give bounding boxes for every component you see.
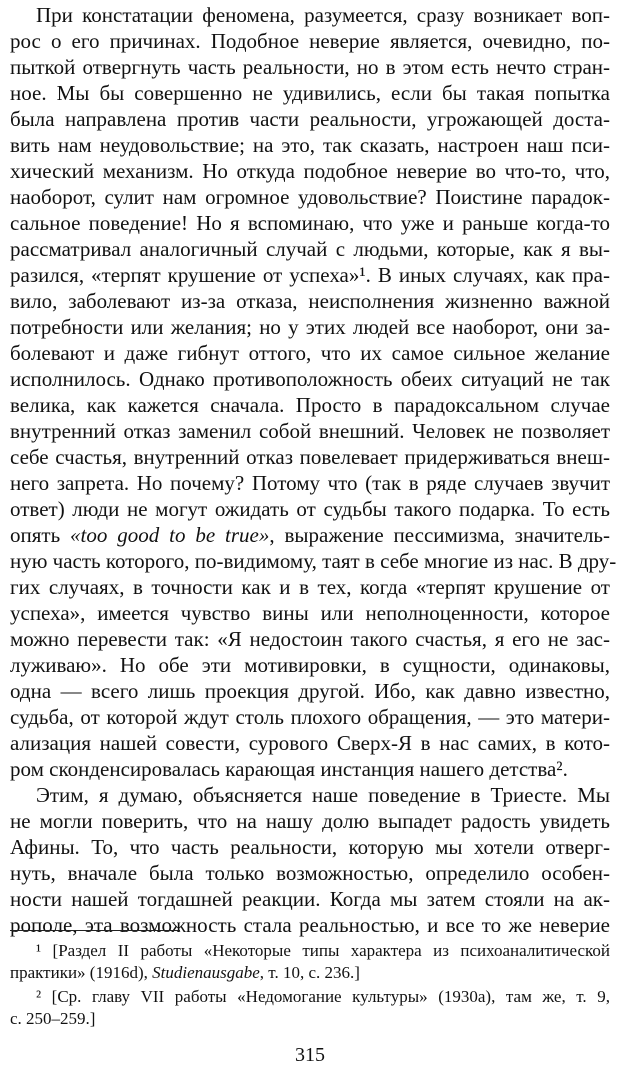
body-text-line: При констатации феномена, разумеется, сразу возникает воп- [36, 3, 610, 27]
body-text-line: себе счастья, внутренний отказ повелевает придерживаться внеш- [10, 445, 610, 469]
body-text-line: Афины. То, что часть реальности, которую мы хотели отверг- [10, 835, 610, 859]
body-text-line: одна — всего лишь проекция другой. Ибо, как давно известно, [10, 679, 610, 703]
body-text-line: рос о его причинах. Подобное неверие является, очевидно, по- [10, 29, 610, 53]
body-text-line: ное. Мы бы совершенно не удивились, если бы такая попытка [10, 81, 610, 105]
body-text-line: можно перевести так: «Я недостоин такого счастья, я его не зас- [10, 627, 610, 651]
body-text-line: гих случаях, в точности как и в тех, когда «терпят крушение от [10, 575, 610, 599]
footnote-line: практики» (1916d), Studienausgabe, т. 10, с. 236.] [10, 963, 360, 982]
body-text-line: опять «too good to be true», выражение пессимизма, значитель- [10, 523, 610, 547]
body-text-line: сальное поведение! Но я вспоминаю, что уже и раньше когда-то [10, 211, 610, 235]
italic-phrase: Studienausgabe [152, 963, 260, 982]
body-text-line: потребности или желания; но у этих людей все наоборот, они за- [10, 315, 610, 339]
italic-phrase: «too good to be true» [70, 523, 270, 547]
body-text-line: него запрета. Но почему? Потому что (так в ряде случаев звучит [10, 471, 610, 495]
body-text-line: вило, заболевают из-за отказа, неисполнения жизненно важной [10, 289, 610, 313]
body-text-line: ности нашей тогдашней реакции. Когда мы затем стояли на ак- [10, 887, 610, 911]
body-text-line: пыткой отвергнуть часть реальности, но в этом есть нечто стран- [10, 55, 610, 79]
page-number: 315 [295, 1044, 325, 1066]
footnote-separator [10, 930, 180, 931]
body-text-line: разился, «терпят крушение от успеха»¹. В иных случаях, как пра- [10, 263, 610, 287]
body-text-line: рополе, эта возможность стала реальностью, и все то же неверие [10, 913, 610, 937]
body-text-line: ром сконденсировалась карающая инстанция нашего детства². [10, 757, 568, 781]
body-text-line: не могли поверить, что на нашу долю выпадет радость увидеть [10, 809, 610, 833]
body-text-line: ализация нашей совести, сурового Сверх-Я в нас самих, в кото- [10, 731, 610, 755]
body-text-line: рассматривал аналогичный случай с людьми, которые, как я вы- [10, 237, 610, 261]
body-text-line: была направлена против части реальности, угрожающей доста- [10, 107, 610, 131]
body-text-line: наоборот, сулит нам огромное удовольствие? Поистине парадок- [10, 185, 610, 209]
body-text-line: судьба, от которой ждут столь плохого обращения, — это матери- [10, 705, 610, 729]
body-text-line: болевают и даже гибнут оттого, что их самое сильное желание [10, 341, 610, 365]
body-text-line: ную часть которого, по-видимому, таят в себе многие из нас. В дру- [10, 549, 617, 573]
footnote-line: ¹ [Раздел II работы «Некоторые типы характера из психоаналитической [36, 941, 610, 960]
body-text-line: Этим, я думаю, объясняется наше поведение в Триесте. Мы [36, 783, 610, 807]
body-text-line: велика, как кажется сначала. Просто в парадоксальном случае [10, 393, 610, 417]
body-text-line: луживаю». Но обе эти мотивировки, в сущности, одинаковы, [10, 653, 610, 677]
body-text-line: ответ) люди не могут ожидать от судьбы такого подарка. То есть [10, 497, 610, 521]
body-text-line: нуть, вначале была только возможностью, определило особен- [10, 861, 610, 885]
body-text-line: хический механизм. Но откуда подобное неверие во что-то, что, [10, 159, 610, 183]
body-text-line: успеха», имеется чувство вины или неполноценности, которое [10, 601, 610, 625]
body-text-line: внутренний отказ заменил собой внешний. Человек не позволяет [10, 419, 610, 443]
body-text-line: исполнилось. Однако противоположность обеих ситуаций не так [10, 367, 610, 391]
footnote-line: с. 250–259.] [10, 1009, 96, 1028]
footnote-line: ² [Ср. главу VII работы «Недомогание культуры» (1930a), там же, т. 9, [36, 987, 610, 1006]
body-text-line: вить нам неудовольствие; на это, так сказать, настроен наш пси- [10, 133, 610, 157]
